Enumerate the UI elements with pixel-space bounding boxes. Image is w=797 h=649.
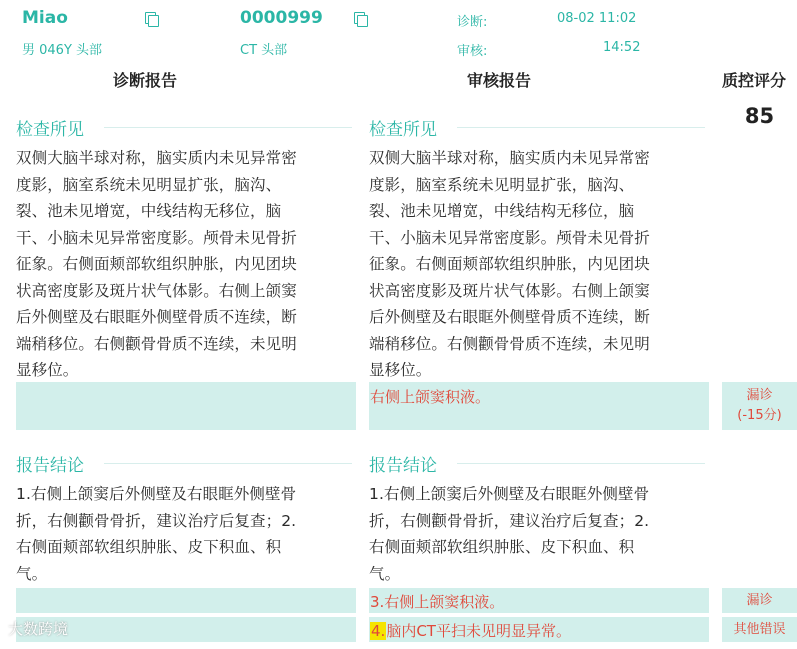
text-line: 气。 xyxy=(369,564,401,583)
review-findings-text xyxy=(369,145,711,384)
text-line: 状高密度影及斑片状气体影。右侧上颌窦 xyxy=(16,281,297,300)
section-title: 报告结论 xyxy=(369,456,437,476)
added-text: 脑内CT平扫未见明显异常。 xyxy=(386,622,571,640)
report-header xyxy=(0,0,797,66)
copy-icon[interactable] xyxy=(145,12,159,27)
watermark: 大数跨境 xyxy=(8,620,69,638)
diagnosis-conclusion-header xyxy=(16,451,356,475)
text-line: 双侧大脑半球对称，脑实质内未见异常密 xyxy=(369,149,650,167)
copy-icon[interactable] xyxy=(354,12,368,27)
text-line: 干、小脑未见异常密度影。颅骨未见骨折 xyxy=(369,228,650,247)
text-line: 1.右侧上颌窦后外侧壁及右眼眶外侧壁骨 xyxy=(16,485,297,503)
text-line: 度影，脑室系统未见明显扩张，脑沟、 xyxy=(369,175,635,194)
text-line: 征象。右侧面颊部软组织肿胀，内见团块 xyxy=(369,255,650,273)
diagnosis-findings-text xyxy=(16,145,358,384)
text-line: 1.右侧上颌窦后外侧壁及右眼眶外侧壁骨 xyxy=(369,485,650,503)
review-label: 审核: xyxy=(457,44,488,59)
divider xyxy=(457,463,705,464)
section-title: 检查所见 xyxy=(16,120,84,140)
qc-tag-penalty: (-15分) xyxy=(737,408,782,423)
qc-tag-label: 漏诊 xyxy=(746,388,773,403)
text-line: 干、小脑未见异常密度影。颅骨未见骨折 xyxy=(16,228,297,247)
qc-findings-tag xyxy=(722,382,797,430)
text-line: 端稍移位。右侧颧骨骨质不连续，未见明 xyxy=(16,334,297,353)
review-findings-added: 右侧上颌窦积液。 xyxy=(370,388,491,406)
review-findings-header xyxy=(369,115,709,139)
text-line: 裂、池未见增宽，中线结构无移位，脑 xyxy=(369,202,635,220)
text-line: 气。 xyxy=(16,564,48,583)
review-conclusion-added-2 xyxy=(370,620,571,641)
text-line: 折，右侧颧骨骨折，建议治疗后复查；2. xyxy=(369,511,650,530)
text-line: 裂、池未见增宽，中线结构无移位，脑 xyxy=(16,202,282,220)
diagnosis-report-title: 诊断报告 xyxy=(113,71,178,90)
text-line: 征象。右侧面颊部软组织肿胀，内见团块 xyxy=(16,255,297,273)
text-line: 右侧面颊部软组织肿胀、皮下积血、积 xyxy=(369,538,635,556)
diagnosis-conclusion-text xyxy=(16,481,358,587)
divider xyxy=(104,463,352,464)
patient-name: Miao xyxy=(22,8,68,28)
review-report-title: 审核报告 xyxy=(467,71,532,90)
text-line: 显移位。 xyxy=(16,361,79,379)
divider xyxy=(457,127,705,128)
text-line: 后外侧壁及右眼眶外侧壁骨质不连续，断 xyxy=(16,308,297,326)
text-line: 双侧大脑半球对称，脑实质内未见异常密 xyxy=(16,149,297,167)
text-line: 显移位。 xyxy=(369,361,432,379)
review-time: 14:52 xyxy=(603,40,641,55)
exam-id: 0000999 xyxy=(240,8,323,28)
section-title: 检查所见 xyxy=(369,120,437,140)
diagnosis-label: 诊断: xyxy=(457,15,488,30)
text-line: 端稍移位。右侧颧骨骨质不连续，未见明 xyxy=(369,334,650,353)
text-line: 状高密度影及斑片状气体影。右侧上颌窦 xyxy=(369,281,650,300)
exam-info: CT 头部 xyxy=(240,43,288,58)
diagnosis-time: 08-02 11:02 xyxy=(557,11,637,26)
text-line: 折，右侧颧骨骨折，建议治疗后复查；2. xyxy=(16,511,297,530)
qc-score-value: 85 xyxy=(744,104,775,128)
text-line: 后外侧壁及右眼眶外侧壁骨质不连续，断 xyxy=(369,308,650,326)
qc-score-title: 质控评分 xyxy=(722,71,787,90)
text-line: 右侧面颊部软组织肿胀、皮下积血、积 xyxy=(16,538,282,556)
review-conclusion-added-1: 3.右侧上颌窦积液。 xyxy=(370,593,505,611)
review-conclusion-header xyxy=(369,451,709,475)
patient-info: 男 046Y 头部 xyxy=(22,43,103,58)
diagnosis-findings-diff-bar xyxy=(16,382,356,430)
review-conclusion-text xyxy=(369,481,711,587)
item-number-highlight: 4. xyxy=(371,622,386,640)
diagnosis-conclusion-diff-bar xyxy=(16,588,356,613)
text-line: 度影，脑室系统未见明显扩张，脑沟、 xyxy=(16,175,282,194)
divider xyxy=(104,127,352,128)
qc-conclusion-tag-1: 漏诊 xyxy=(722,588,797,613)
diagnosis-findings-header xyxy=(16,115,356,139)
section-title: 报告结论 xyxy=(16,456,84,476)
qc-conclusion-tag-2: 其他错误 xyxy=(722,617,797,642)
